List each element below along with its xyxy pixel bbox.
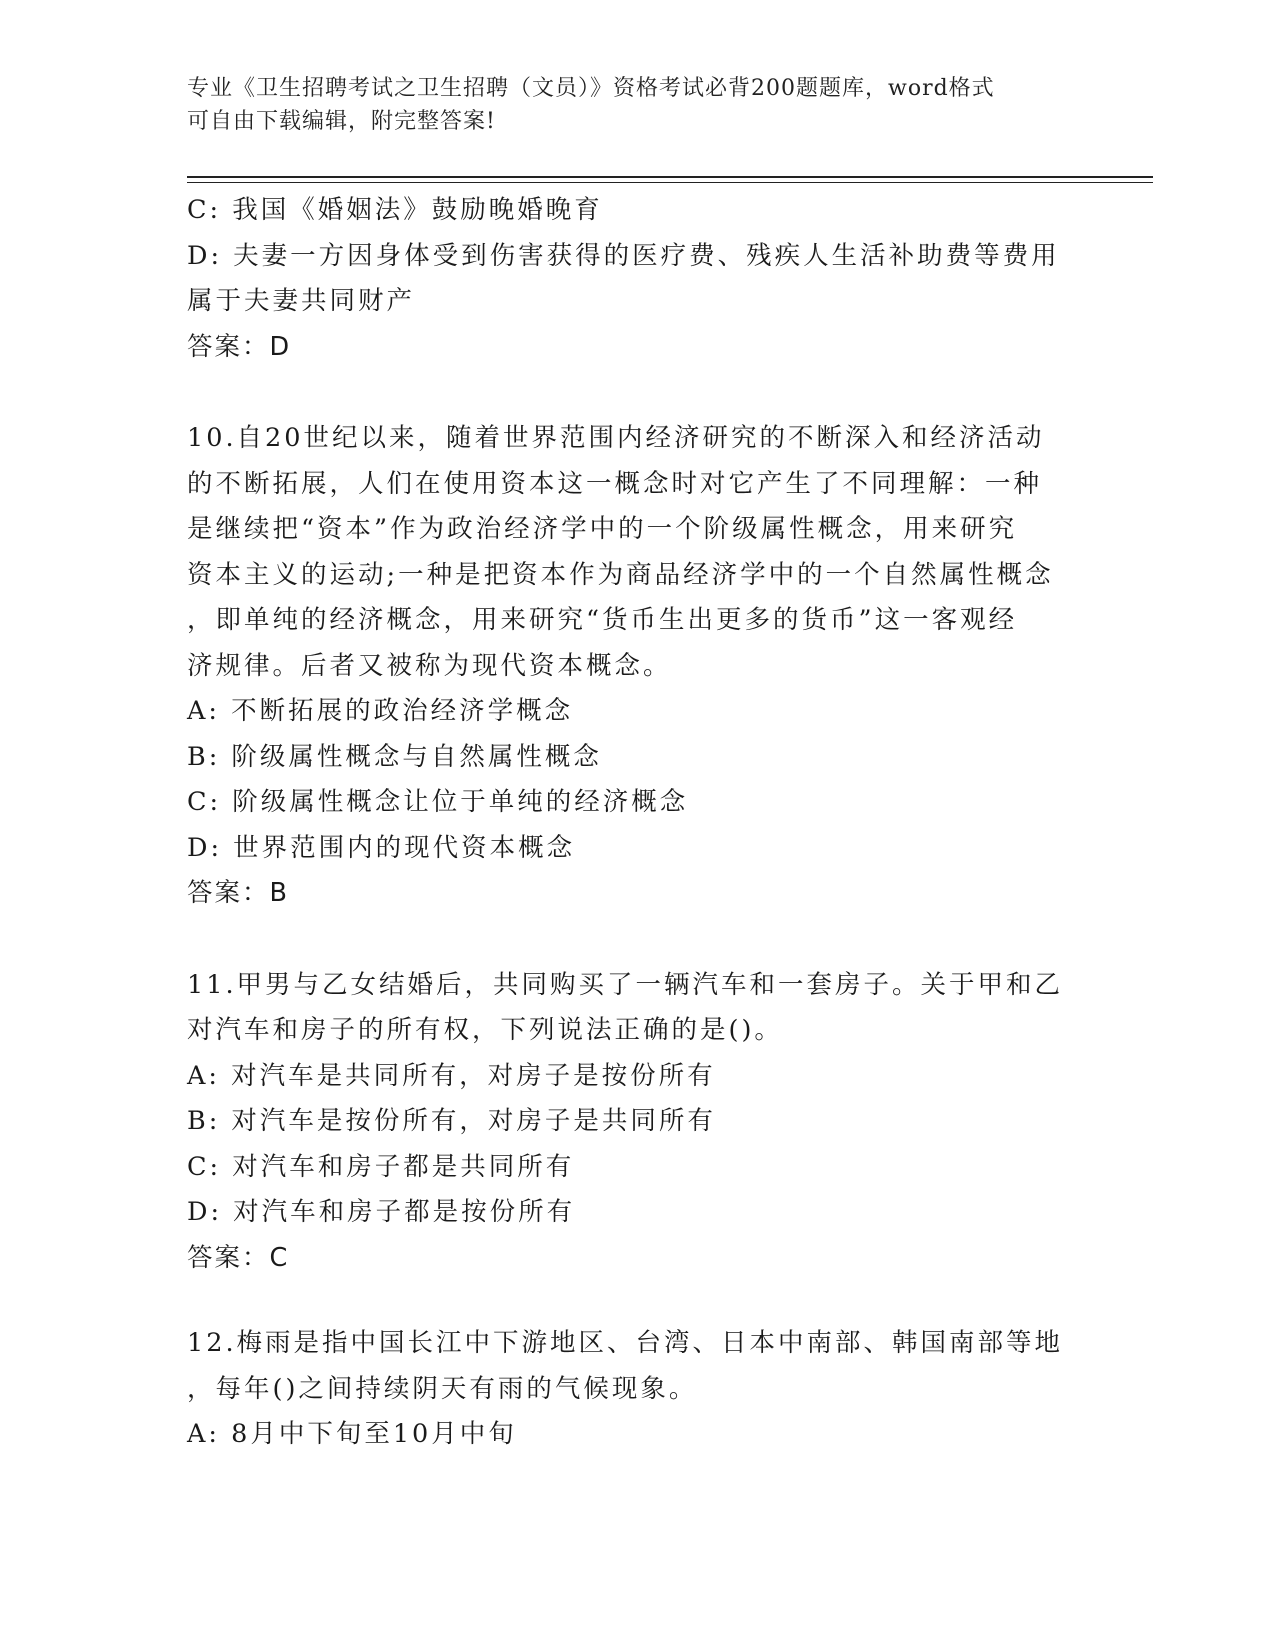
q10-answer: 答案：B <box>187 878 289 908</box>
q10-stem-line: 的不断拓展，人们在使用资本这一概念时对它产生了不同理解：一种 <box>187 468 1043 499</box>
q9-option-c: C: 我国《婚姻法》鼓励晚婚晚育 <box>187 195 603 225</box>
q9-answer: 答案：D <box>187 331 292 362</box>
q11-option-c: C: 对汽车和房子都是共同所有 <box>187 1151 575 1182</box>
q12-stem-line: ，每年()之间持续阴天有雨的气候现象。 <box>187 1373 698 1404</box>
header-line-1: 专业《卫生招聘考试之卫生招聘（文员）》资格考试必背200题题库，word格式 <box>187 76 995 101</box>
q10-stem-line: 是继续把“资本”作为政治经济学中的一个阶级属性概念，用来研究 <box>187 514 1018 544</box>
spacer <box>187 917 1087 963</box>
question-content <box>187 188 1087 1458</box>
header-rule-thick <box>187 176 1153 178</box>
question-12 <box>187 1321 1087 1458</box>
q11-option-a: A: 对汽车是共同所有，对房子是按份所有 <box>187 1060 716 1091</box>
q12-stem-line: 12.梅雨是指中国长江中下游地区、台湾、日本中南部、韩国南部等地 <box>187 1328 1064 1358</box>
header-line-2: 可自由下载编辑，附完整答案! <box>187 109 496 134</box>
q9-option-d-line-1: D: 夫妻一方因身体受到伤害获得的医疗费、残疾人生活补助费等费用 <box>187 240 1060 271</box>
q10-stem-line: 资本主义的运动;一种是把资本作为商品经济学中的一个自然属性概念 <box>187 559 1054 590</box>
question-11 <box>187 963 1087 1282</box>
q11-stem-line: 11.甲男与乙女结婚后，共同购买了一辆汽车和一套房子。关于甲和乙 <box>187 969 1064 1000</box>
header-rule-thin <box>187 182 1153 183</box>
q10-stem-line: 10.自20世纪以来，随着世界范围内经济研究的不断深入和经济活动 <box>187 423 1045 453</box>
q11-stem-line: 对汽车和房子的所有权，下列说法正确的是()。 <box>187 1015 783 1045</box>
q11-answer: 答案：C <box>187 1242 290 1273</box>
q10-option-b: B: 阶级属性概念与自然属性概念 <box>187 741 602 772</box>
question-9-tail <box>187 188 1087 370</box>
question-10 <box>187 416 1087 917</box>
q10-option-c: C: 阶级属性概念让位于单纯的经济概念 <box>187 787 689 817</box>
q10-stem-line: ，即单纯的经济概念，用来研究“货币生出更多的货币”这一客观经 <box>187 605 1018 635</box>
spacer <box>187 370 1087 416</box>
spacer <box>187 1281 1087 1321</box>
document-header <box>187 72 1067 138</box>
q12-option-a: A: 8月中下旬至10月中旬 <box>187 1419 517 1449</box>
q11-option-d: D: 对汽车和房子都是按份所有 <box>187 1197 576 1227</box>
q10-option-a: A: 不断拓展的政治经济学概念 <box>187 696 574 726</box>
q9-option-d-line-2: 属于夫妻共同财产 <box>187 286 416 316</box>
q11-option-b: B: 对汽车是按份所有，对房子是共同所有 <box>187 1106 716 1136</box>
q10-option-d: D: 世界范围内的现代资本概念 <box>187 832 576 863</box>
q10-stem-line: 济规律。后者又被称为现代资本概念。 <box>187 650 672 681</box>
